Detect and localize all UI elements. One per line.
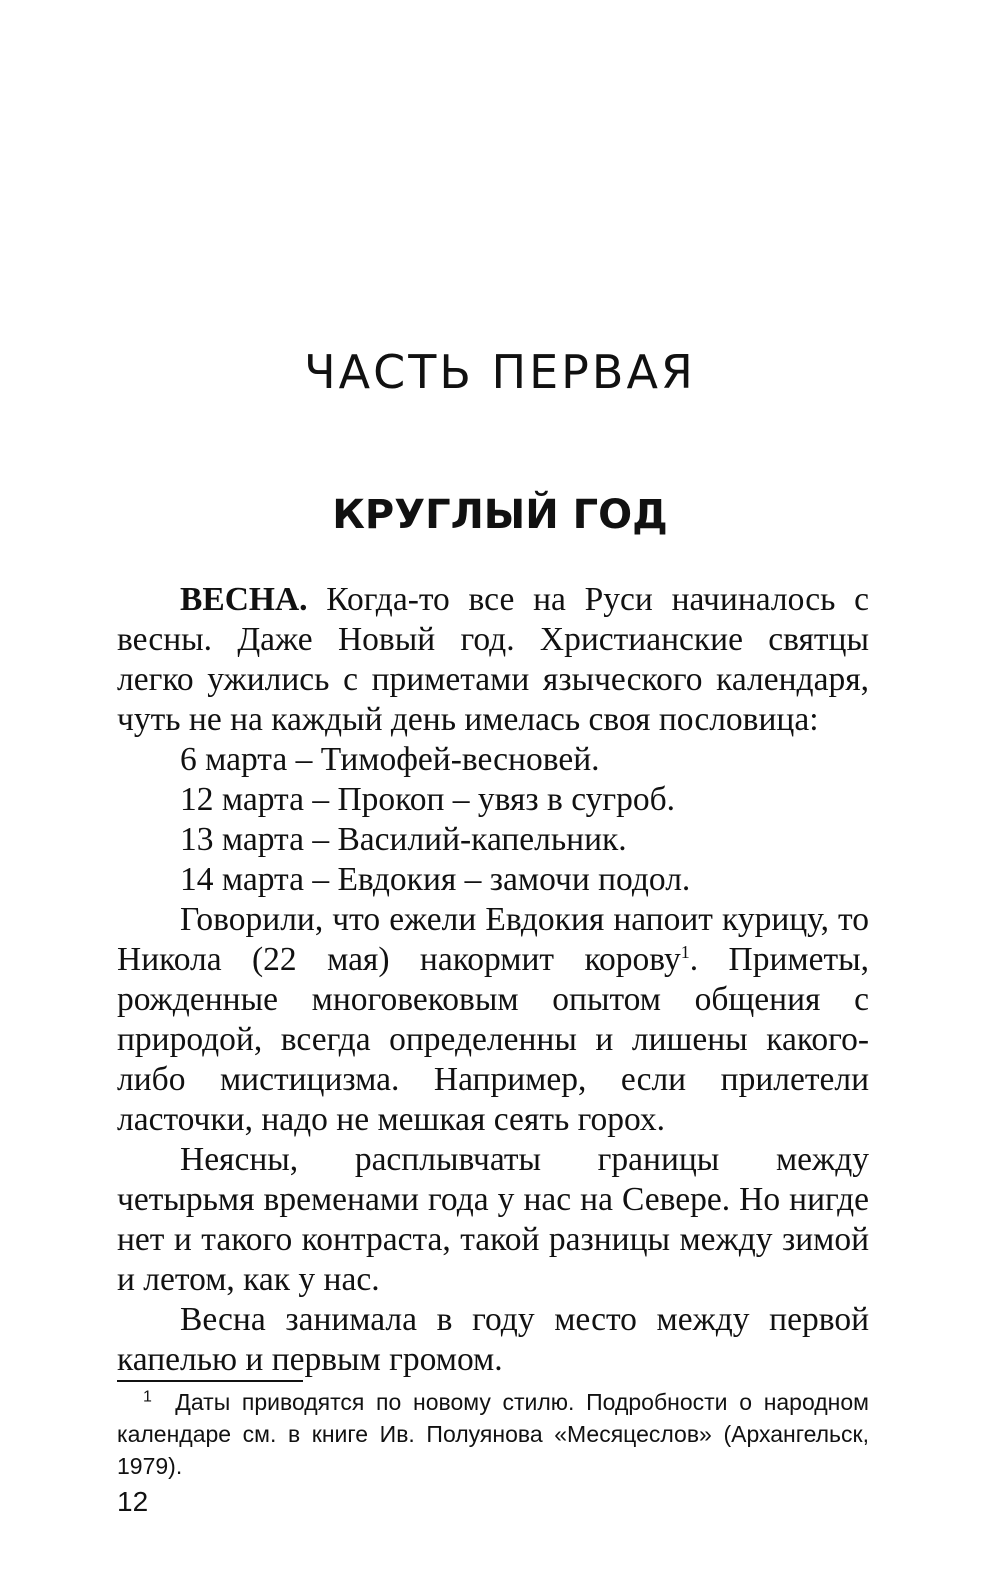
footnote xyxy=(117,1386,869,1482)
paragraph-text: . Приметы, рожденные многовековым опытом общения с природой, всегда определенны и лишены какого-либо мистицизма. Например, если прилетели ласточки, надо не мешкая сеять горох. xyxy=(117,941,869,1138)
paragraph-spring-definition: Весна занимала в году место между первой капелью и первым громом. xyxy=(117,1301,869,1378)
section-lead-word: ВЕСНА. xyxy=(180,581,308,618)
paragraph-text: Когда-то все на Руси начиналось с весны. Даже Новый год. Христианские святцы легко ужились с приметами языческого календаря, чуть не на каждый день имелась своя пословица: xyxy=(117,581,869,738)
footnote-mark: 1 xyxy=(143,1388,152,1406)
calendar-date-line: 13 марта – Василий-капельник. xyxy=(180,821,627,858)
calendar-date-line: 14 марта – Евдокия – замочи подол. xyxy=(180,861,691,898)
paragraph-spring-intro xyxy=(117,580,869,740)
footnote-divider xyxy=(117,1380,303,1382)
calendar-date-line: 6 марта – Тимофей-весновей. xyxy=(180,741,600,778)
footnote-reference[interactable]: 1 xyxy=(680,941,690,962)
paragraph-omens xyxy=(117,900,869,1140)
body-text xyxy=(117,580,869,1380)
paragraph-text: Говорили, что ежели Евдокия напоит курицу, то Никола (22 мая) накормит корову xyxy=(117,901,869,978)
calendar-date-line: 12 марта – Прокоп – увяз в сугроб. xyxy=(180,781,676,818)
page-number: 12 xyxy=(117,1486,149,1517)
chapter-title: КРУГЛЫЙ ГОД xyxy=(332,492,668,538)
part-title: ЧАСТЬ ПЕРВАЯ xyxy=(304,345,696,399)
paragraph-seasons: Неясны, расплывчаты границы между четырьмя временами года у нас на Севере. Но нигде нет и такого контраста, такой разницы между зимой и летом, как у нас. xyxy=(117,1141,869,1298)
footnote-text: Даты приводятся по новому стилю. Подробности о народном календаре см. в книге Ив. Полуянова «Месяцеслов» (Архангельск, 1979). xyxy=(117,1389,869,1479)
